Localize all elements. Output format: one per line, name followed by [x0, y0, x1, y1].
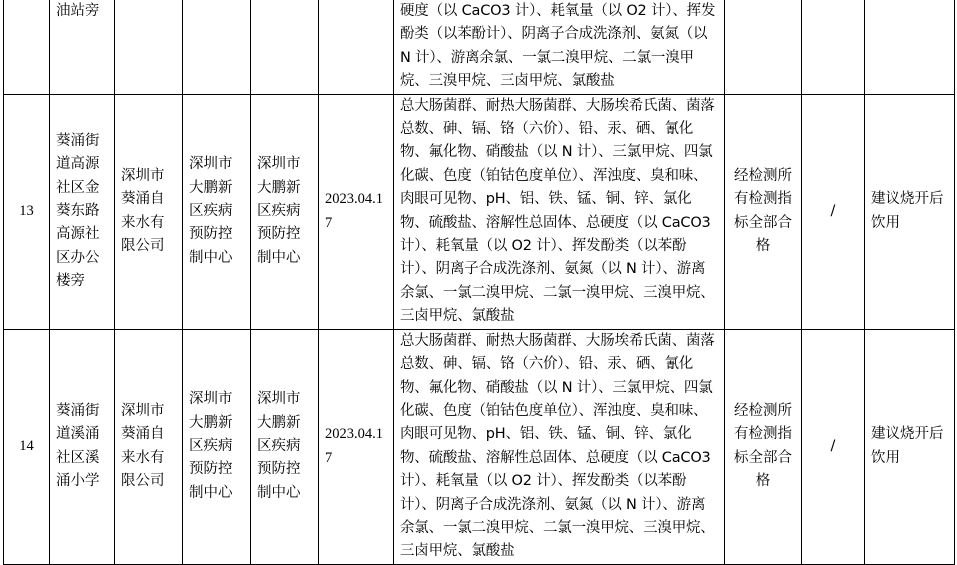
test-conclusion: 经检测所有检测指标全部合格	[725, 329, 802, 564]
test-items: 总大肠菌群、耐热大肠菌群、大肠埃希氏菌、菌落总数、砷、镉、铬（六价）、铅、汞、硒、氰化物、氟化物、硝酸盐（以 N 计）、三氯甲烷、四氯化碳、色度（铂钴色度单位）、浑浊度、臭和味、肉眼可见物、pH、铝、铁、锰、铜、锌、氯化物、硫酸盐、溶解性总固体、总硬度（以 CaCO3 计）、耗氧量（以 O2 计）、挥发酚类（以苯酚计）、阴离子合成洗涤剂、氨氮（以 N 计）、游离余氯、一氯二溴甲烷、二氯一溴甲烷、三溴甲烷、三卤甲烷、氯酸盐	[394, 94, 725, 329]
test-conclusion	[725, 0, 802, 94]
exceeding-items: /	[802, 329, 865, 564]
water-company: 深圳市葵涌自来水有限公司	[115, 94, 183, 329]
water-quality-table	[3, 0, 955, 565]
advice: 建议烧开后饮用	[865, 94, 955, 329]
row-number	[4, 0, 50, 94]
sampling-location: 葵涌街道溪涌社区溪涌小学	[50, 329, 115, 564]
water-company	[115, 0, 183, 94]
advice: 建议烧开后饮用	[865, 329, 955, 564]
table-row	[4, 0, 955, 94]
sampling-date	[319, 0, 394, 94]
water-company: 深圳市葵涌自来水有限公司	[115, 329, 183, 564]
exceeding-items: /	[802, 94, 865, 329]
advice	[865, 0, 955, 94]
sampling-location: 油站旁	[50, 0, 115, 94]
testing-unit: 深圳市大鹏新区疾病预防控制中心	[251, 94, 319, 329]
row-number: 14	[4, 329, 50, 564]
test-items: 硬度（以 CaCO3 计）、耗氧量（以 O2 计）、挥发酚类（以苯酚计）、阴离子合成洗涤剂、氨氮（以 N 计）、游离余氯、一氯二溴甲烷、二氯一溴甲烷、三溴甲烷、三卤甲烷、氯酸盐	[394, 0, 725, 94]
sampling-date: 2023.04.17	[319, 329, 394, 564]
row-number: 13	[4, 94, 50, 329]
test-items: 总大肠菌群、耐热大肠菌群、大肠埃希氏菌、菌落总数、砷、镉、铬（六价）、铅、汞、硒、氰化物、氟化物、硝酸盐（以 N 计）、三氯甲烷、四氯化碳、色度（铂钴色度单位）、浑浊度、臭和味、肉眼可见物、pH、铝、铁、锰、铜、锌、氯化物、硫酸盐、溶解性总固体、总硬度（以 CaCO3 计）、耗氧量（以 O2 计）、挥发酚类（以苯酚计）、阴离子合成洗涤剂、氨氮（以 N 计）、游离余氯、一氯二溴甲烷、二氯一溴甲烷、三溴甲烷、三卤甲烷、氯酸盐	[394, 329, 725, 564]
testing-unit: 深圳市大鹏新区疾病预防控制中心	[251, 329, 319, 564]
table-row	[4, 329, 955, 564]
sampling-unit: 深圳市大鹏新区疾病预防控制中心	[183, 94, 251, 329]
sampling-location: 葵涌街道高源社区金葵东路高源社区办公楼旁	[50, 94, 115, 329]
sampling-date: 2023.04.17	[319, 94, 394, 329]
exceeding-items	[802, 0, 865, 94]
test-conclusion: 经检测所有检测指标全部合格	[725, 94, 802, 329]
sampling-unit: 深圳市大鹏新区疾病预防控制中心	[183, 329, 251, 564]
table-row	[4, 94, 955, 329]
sampling-unit	[183, 0, 251, 94]
testing-unit	[251, 0, 319, 94]
